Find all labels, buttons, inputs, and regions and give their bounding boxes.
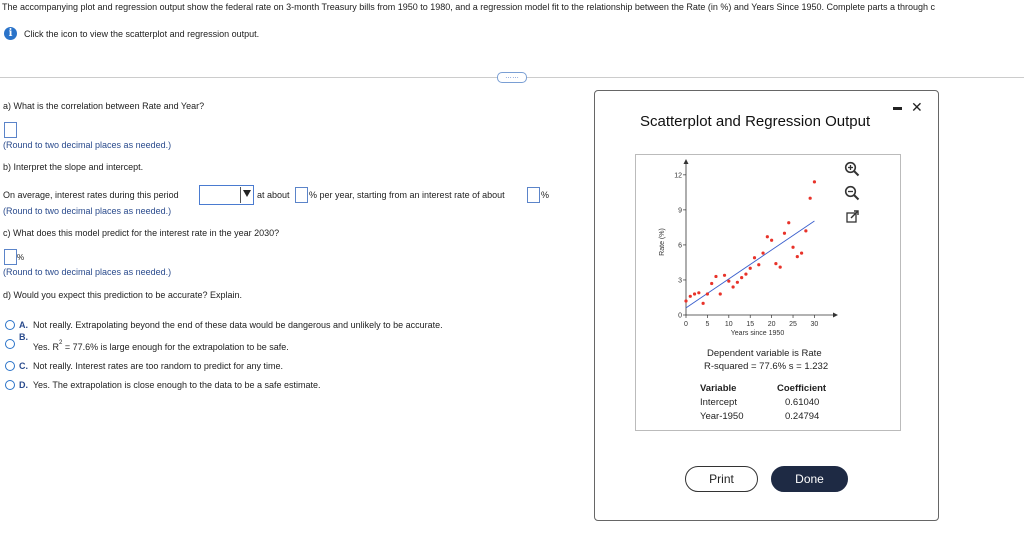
part-b-question: b) Interpret the slope and intercept.	[3, 162, 144, 172]
data-point	[684, 299, 687, 302]
prediction-input[interactable]	[4, 249, 17, 265]
data-point	[723, 274, 726, 277]
intro-text: The accompanying plot and regression output show the federal rate on 3-month Treasury bills from 1950 to 1980, and a regression model fit to the relationship between the Rate (in %) and Years Since 1950. Complete parts a through c	[2, 2, 936, 12]
trend-dropdown[interactable]	[199, 185, 254, 205]
chart-frame	[635, 154, 901, 431]
data-point	[710, 282, 713, 285]
option-c-radio[interactable]	[5, 361, 15, 371]
data-point	[719, 292, 722, 295]
zoom-in-icon[interactable]	[844, 161, 860, 177]
part-a-question: a) What is the correlation between Rate and Year?	[3, 101, 205, 111]
data-point	[813, 180, 816, 183]
option-c[interactable]	[19, 361, 283, 371]
scatterplot-dialog	[594, 90, 939, 521]
option-d-radio[interactable]	[5, 380, 15, 390]
table-row-coef: 0.61040	[785, 397, 820, 408]
part-b-hint: (Round to two decimal places as needed.)	[3, 206, 172, 216]
y-axis-label: Rate (%)	[659, 228, 666, 256]
part-b-percent: %	[541, 190, 550, 200]
dialog-title: Scatterplot and Regression Output	[640, 113, 871, 130]
option-text: Not really. Interest rates are too random to predict for any time.	[33, 361, 283, 371]
part-b-at-about: at about	[257, 190, 290, 200]
print-button[interactable]: Print	[685, 466, 758, 492]
option-b[interactable]	[19, 332, 289, 352]
expand-icon[interactable]	[844, 209, 860, 225]
info-icon[interactable]: i	[4, 27, 17, 40]
option-text-pre: Yes. R	[32, 342, 60, 352]
data-point	[779, 266, 782, 269]
data-point	[766, 235, 769, 238]
part-c-question: c) What does this model predict for the interest rate in the year 2030?	[3, 228, 280, 238]
x-tick-label: 30	[810, 321, 819, 328]
data-point	[753, 256, 756, 259]
regression-line	[686, 221, 814, 308]
table-row-var: Year-1950	[700, 411, 744, 422]
close-icon[interactable]: ✕	[911, 99, 923, 115]
slope-input[interactable]	[295, 187, 308, 203]
option-letter: A.	[19, 320, 28, 330]
info-link[interactable]: Click the icon to view the scatterplot and regression output.	[24, 29, 260, 39]
option-text: Not really. Extrapolating beyond the end of these data would be dangerous and unlikely to be accurate.	[33, 320, 443, 330]
data-point	[744, 273, 747, 276]
x-tick-label: 25	[789, 321, 797, 328]
intercept-input[interactable]	[527, 187, 540, 203]
x-axis-arrow	[833, 313, 838, 318]
data-point	[774, 262, 777, 265]
data-point	[800, 251, 803, 254]
x-axis-label: Years since 1950	[730, 330, 785, 337]
x-tick-label: 20	[767, 321, 776, 328]
x-tick-label: 5	[705, 321, 710, 328]
data-point	[702, 302, 705, 305]
data-point	[693, 292, 696, 295]
correlation-input[interactable]	[4, 122, 17, 138]
data-point	[796, 255, 799, 258]
scatterplot	[636, 155, 900, 430]
y-tick-label: 3	[678, 277, 682, 285]
zoom-out-icon[interactable]	[844, 185, 860, 201]
data-point	[731, 285, 734, 288]
option-letter: D.	[19, 380, 28, 390]
data-point	[757, 263, 760, 266]
data-point	[787, 221, 790, 224]
option-text-post: = 77.6% is large enough for the extrapolation to be safe.	[62, 342, 289, 352]
option-d[interactable]	[19, 380, 321, 390]
done-button[interactable]: Done	[771, 466, 848, 492]
data-point	[791, 246, 794, 249]
data-point	[706, 292, 709, 295]
chevron-down-icon	[243, 190, 251, 197]
data-point	[714, 275, 717, 278]
option-letter: C.	[19, 361, 28, 371]
collapse-handle[interactable]: ……	[497, 72, 527, 83]
part-a-hint: (Round to two decimal places as needed.)	[3, 140, 172, 150]
data-point	[736, 281, 739, 284]
r-squared: R-squared = 77.6% s = 1.232	[704, 361, 829, 372]
data-point	[770, 239, 773, 242]
y-axis-arrow	[684, 159, 689, 164]
data-point	[809, 197, 812, 200]
data-point	[727, 280, 730, 283]
y-tick-label: 9	[678, 207, 682, 215]
x-tick-label: 10	[724, 321, 733, 328]
table-row-coef: 0.24794	[785, 411, 820, 422]
option-text-sup: 2	[59, 340, 63, 346]
part-c-hint: (Round to two decimal places as needed.)	[3, 267, 172, 277]
part-c-percent: %	[17, 253, 25, 262]
data-point	[804, 229, 807, 232]
table-header-variable: Variable	[700, 383, 737, 394]
table-header-coefficient: Coefficient	[777, 383, 827, 394]
data-point	[749, 267, 752, 270]
y-tick-label: 6	[678, 242, 682, 250]
x-tick-label: 15	[746, 321, 755, 328]
option-letter: B.	[19, 332, 28, 342]
data-point	[689, 295, 692, 298]
x-tick-label: 0	[684, 321, 688, 328]
part-d-question: d) Would you expect this prediction to be accurate? Explain.	[3, 290, 242, 300]
option-b-radio[interactable]	[5, 339, 15, 349]
y-tick-label: 0	[678, 312, 682, 320]
data-point	[697, 291, 700, 294]
option-a-radio[interactable]	[5, 320, 15, 330]
part-b-per-year: % per year, starting from an interest rate of about	[309, 190, 505, 200]
option-text: Yes. The extrapolation is close enough to the data to be a safe estimate.	[32, 380, 321, 390]
table-row-var: Intercept	[700, 397, 737, 408]
option-a[interactable]	[19, 320, 443, 330]
data-point	[761, 251, 764, 254]
data-point	[740, 276, 743, 279]
part-b-prefix: On average, interest rates during this period	[3, 190, 179, 200]
data-point	[783, 232, 786, 235]
dependent-variable: Dependent variable is Rate	[707, 348, 822, 359]
dialog-minimize-icon[interactable]	[893, 107, 902, 110]
y-tick-label: 12	[674, 172, 682, 180]
